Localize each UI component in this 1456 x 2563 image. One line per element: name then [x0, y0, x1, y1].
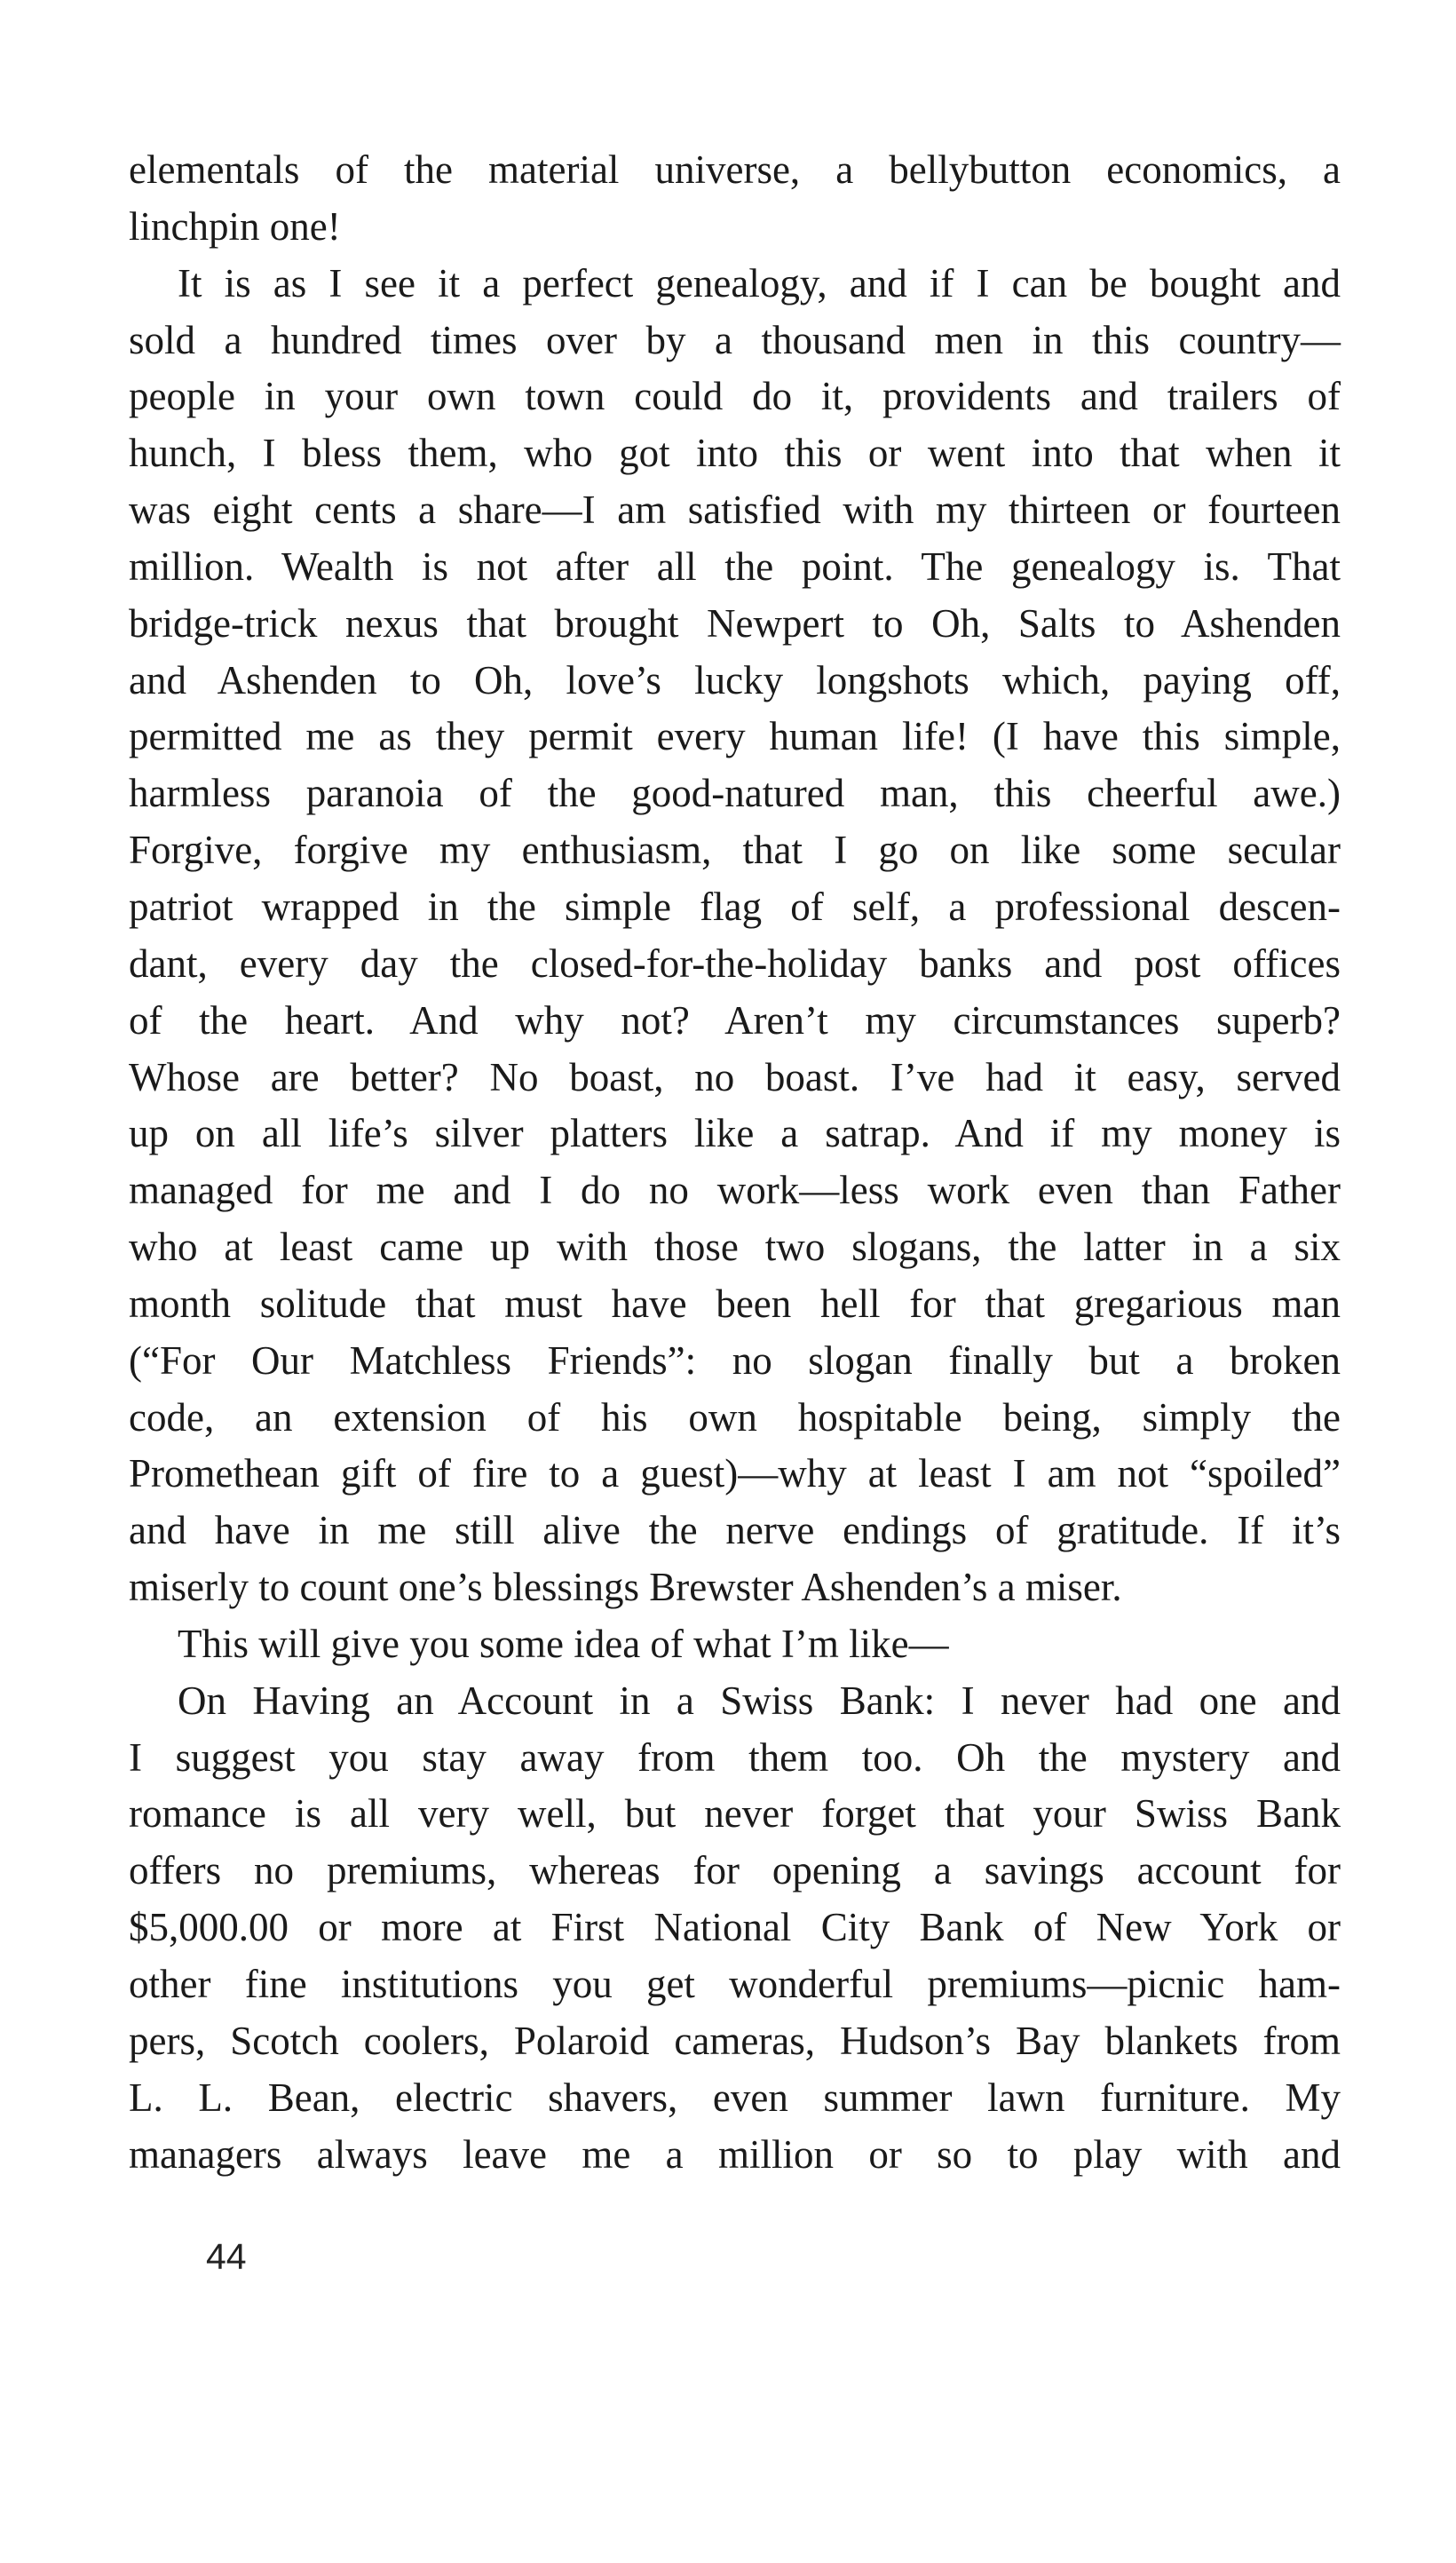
text-line: pers, Scotch coolers, Polaroid cameras, Hudson’s Bay blankets from — [129, 2018, 1341, 2063]
text-line: It is as I see it a perfect genealogy, and if I can be bought and — [178, 260, 1341, 305]
text-line: managers always leave me a million or so to play with and — [129, 2131, 1341, 2177]
text-line: and Ashenden to Oh, love’s lucky longshots which, paying off, — [129, 657, 1341, 702]
text-line: up on all life’s silver platters like a satrap. And if my money is — [129, 1111, 1341, 1156]
text-line: hunch, I bless them, who got into this or went into that when it — [129, 431, 1341, 476]
text-line: code, an extension of his own hospitable being, simply the — [129, 1394, 1341, 1440]
body-text — [129, 142, 1341, 2183]
text-line: harmless paranoia of the good-natured man, this cheerful awe.) — [129, 771, 1341, 816]
text-line: bridge-trick nexus that brought Newpert to Oh, Salts to Ashenden — [129, 600, 1341, 646]
text-line: miserly to count one’s blessings Brewster Ashenden’s a miser. — [129, 1565, 1122, 1610]
text-line: Promethean gift of fire to a guest)—why at least I am not “spoiled” — [129, 1451, 1341, 1496]
text-line: sold a hundred times over by a thousand men in this country— — [129, 317, 1341, 362]
text-line: permitted me as they permit every human life! (I have this simple, — [129, 714, 1341, 759]
text-line: romance is all very well, but never forget that your Swiss Bank — [129, 1791, 1341, 1837]
text-line: linchpin one! — [129, 203, 341, 249]
text-line: patriot wrapped in the simple flag of self, a professional descen- — [129, 884, 1341, 929]
text-line: offers no premiums, whereas for opening a savings account for — [129, 1848, 1341, 1893]
text-line: L. L. Bean, electric shavers, even summer lawn furniture. My — [129, 2075, 1341, 2120]
text-line: elementals of the material universe, a bellybutton economics, a — [129, 147, 1341, 192]
text-line: was eight cents a share—I am satisfied with my thirteen or fourteen — [129, 488, 1341, 533]
text-line: million. Wealth is not after all the point. The genealogy is. That — [129, 544, 1341, 589]
text-line: people in your own town could do it, providents and trailers of — [129, 374, 1341, 419]
text-line: and have in me still alive the nerve endings of gratitude. If it’s — [129, 1508, 1341, 1553]
text-line: who at least came up with those two slogans, the latter in a six — [129, 1225, 1341, 1270]
text-line: of the heart. And why not? Aren’t my circumstances superb? — [129, 997, 1341, 1043]
text-line: This will give you some idea of what I’m like— — [178, 1621, 949, 1666]
text-line: On Having an Account in a Swiss Bank: I never had one and — [178, 1678, 1341, 1723]
text-line: (“For Our Matchless Friends”: no slogan finally but a broken — [129, 1337, 1341, 1383]
text-line: I suggest you stay away from them too. Oh the mystery and — [129, 1734, 1341, 1780]
text-line: Whose are better? No boast, no boast. I’ve had it easy, served — [129, 1054, 1341, 1099]
text-line: other fine institutions you get wonderful premiums—picnic ham- — [129, 1962, 1341, 2006]
page-number: 44 — [206, 2236, 247, 2277]
text-line: dant, every day the closed-for-the-holiday banks and post offices — [129, 940, 1341, 986]
text-line: managed for me and I do no work—less work even than Father — [129, 1168, 1341, 1213]
text-line: Forgive, forgive my enthusiasm, that I go on like some secular — [129, 828, 1341, 873]
text-line: $5,000.00 or more at First National City Bank of New York or — [129, 1905, 1341, 1950]
text-line: month solitude that must have been hell for that gregarious man — [129, 1281, 1341, 1326]
